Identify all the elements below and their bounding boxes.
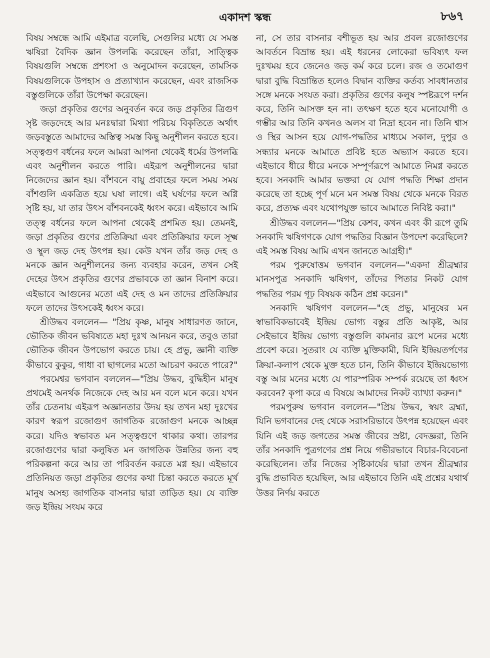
paragraph: না, সে তার বাসনার বশীভূত হয় আর প্রবল রজোগুণের আবর্তনে বিভ্রান্ত হয়। এই ধরনের লোকেরা ভবিষ্যৎ ফল দুঃখময় হবে জেনেও জড় কর্ম করে চলে। রজ ও তমোগুণ দ্বারা বুদ্ধি বিভ্রান্তিত হলেও বিদ্বান ব্যক্তির কর্তব্য সাবধানতার সঙ্গে মনকে সংযত করা। প্রকৃতির গুণের কলুষ স্পষ্টরূপে দর্শন করে, তিনি আসক্ত হন না। তৎক্ষণ হতে হবে মনোযোগী ও গম্ভীর আর তিনি কখনও অলস বা নিদ্রা হবেন না। তিনি শ্বাস ও স্থির আসন হয়ে যোগ-পদ্ধতির মাধ্যমে সকাল, দুপুর ও সন্ধ্যার মনকে আমাতে প্রবিষ্ট হতে অভ্যাস করতে হবে। এইভাবে ধীরে ধীরে মনকে সম্পূর্ণরূপে আমাতে নিমগ্ন করতে হবে। সনকাদি আমার ভক্তরা যে যোগ পদ্ধতি শিক্ষা প্রদান করেছে তা হচ্ছে পূর্ণ মনে মন সমস্ত বিষয় থেকে মনকে বিরত করে, প্রত্যক্ষ এবং যথোপযুক্ত ভাবে আমাতে নিবিষ্ট করা।" [256, 34, 468, 215]
paragraph: জড়া প্রকৃতির গুণের অনুবর্তন করে জড় প্রকৃতির ত্রিগুণ সৃষ্ট জড়দেহে আর মনঃদ্বারা মিথ্যা পরিচয় বিকৃতিতে অর্থাৎ জড়বস্তুতে আমাদের অস্তিত্ব সমস্ত কিছু অনুশীলন করতে হবে। সত্ত্বগুণ বর্ধনের ফলে আমরা আপনা থেকেই ধর্মের উপলব্ধি এবং অনুশীলন করতে পারি। এইরূপ অনুশীলনের দ্বারা নিজেদের জ্ঞান হয়। বাঁশবনে বায়ু প্রবাহের ফলে সময় সময় বাঁশগুলি একত্রিত হয়ে ঘষা লাগে। এই ঘর্ষণের ফলে অগ্নি সৃষ্টি হয়, যা তার উৎস বাঁশবনকেই ধ্বংস করে। এইভাবে আমি তত্ত্ব বর্ধনের ফলে আপনা থেকেই প্রশমিত হয়। তেমনই, জড়া প্রকৃতির গুণের প্রতিক্রিয়া এবং প্রতিক্রিয়ার ফলে সূক্ষ্ম ও স্থূল জড় দেহ উৎপন্ন হয়। কেউ যখন তাঁর জড় দেহ ও মনকে জ্ঞান অনুশীলনের জন্য ব্যবহার করেন, তখন সেই দেহের উৎস প্রকৃতির গুণের প্রভাবকে তা জ্ঞান বিনাশ করে। এইভাবে আগুনের মতো এই দেহ ও মন তাদের প্রতিক্রিয়ার ফলে তাদের উৎসকেই ধ্বংস করে। [26, 105, 238, 314]
left-column [26, 32, 238, 515]
chapter-title: একাদশ স্কন্ধ [218, 11, 271, 24]
paragraph: শ্রীউদ্ধব বললেন—"প্রিয় কেশব, কখন এবং কী রূপে তুমি সনকাদি ঋষিগণকে যোগ পদ্ধতির বিজ্ঞান উপদেশ করেছিলে? এই সমস্ত বিষয় আমি এখন জানতে আগ্রহী।" [256, 218, 468, 258]
paragraph: পরম পুরুষোত্তম ভগবান বললেন—"একদা শ্রীব্রহ্মার মানসপুত্র সনকাদি ঋষিগণ, তাঁদের পিতার নিকট যোগ পদ্ধতির পরম গূঢ় বিষয়ক কঠিন প্রশ্ন করেন।" [256, 261, 468, 300]
paragraph: শ্রীউদ্ধব বললেন— "প্রিয় কৃষ্ণ, মানুষ সাধারণত জানে, ভৌতিক জীবন ভবিষ্যতে মহা দুঃখ আনয়ন করে, তবুও তারা ভৌতিক জীবন উপভোগ করতে চায়। হে প্রভু, জ্ঞানী ব্যক্তি কীভাবে কুকুর, গাধা বা ছাগলের মতো আচরণ করতে পারে?" [26, 318, 238, 371]
paragraph: বিষয় সম্বন্ধে আমি এইমাত্র বলেছি, সেগুলির মধ্যে যে সমস্ত ঋষিরা বৈদিক জ্ঞান উপলব্ধি করেছেন তাঁরা, সাত্ত্বিক বিষয়গুলি সম্বন্ধে প্রশংসা ও অনুমোদন করেছেন, তামসিক বিষয়গুলিকে উপহাস ও প্রত্যাখ্যান করেছেন, এবং রাজসিক বস্তুগুলিকে তাঁরা উপেক্ষা করেছেন। [26, 34, 238, 101]
paragraph: সনকাদি ঋষিগণ বললেন—"হে প্রভু, মানুষের মন স্বাভাবিকভাবেই ইন্দ্রিয় ভোগ্য বস্তুর প্রতি আকৃষ্ট, আর সেইভাবে ইন্দ্রিয় ভোগ্য বস্তুগুলি কামনার রূপে মনের মধ্যে প্রবেশ করে। সুতরাং যে ব্যক্তি মুক্তিকামী, যিনি ইন্দ্রিয়তর্পণের ক্রিয়া-কলাপ থেকে মুক্ত হতে চান, তিনি কীভাবে ইন্দ্রিয়ভোগ্য বস্তু আর মনের মধ্যে যে পারস্পরিক সম্পর্ক রয়েছে তা ধ্বংস করবেন? কৃপা করে এ বিষয়ে আমাদের নিকট ব্যাখ্যা করুন।" [256, 303, 468, 400]
running-header [0, 8, 490, 24]
page-number: ৮৬৭ [440, 9, 464, 23]
right-column [256, 32, 468, 501]
paragraph: পরমপুরুষ ভগবান বললেন—"প্রিয় উদ্ধব, স্বয়ং ব্রহ্মা, যিনি ভগবানের দেহ থেকে সরাসরিভাবে উৎপন্ন হয়েছেন এবং যিনি এই জড় জগতের সমস্ত জীবের স্রষ্টা, বেদজ্ঞরা, তিনি তাঁর সনকাদি পুত্রগণের প্রশ্ন নিয়ে গভীরভাবে বিচার-বিবেচনা করেছিলেন। তাঁর নিজের সৃষ্টিকার্যের দ্বারা তখন শ্রীব্রহ্মার বুদ্ধি প্রভাবিত হয়েছিল, আর এইভাবে তিনি এই প্রশ্নের যথার্থ উত্তর নির্ণয় করতে [256, 403, 468, 499]
paragraph: পরমেশ্বর ভগবান বললেন—"প্রিয় উদ্ধব, বুদ্ধিহীন মানুষ প্রথমেই অনর্থক নিজেকে দেহ আর মন বলে মনে করে। যখন তাঁর চেতনায় এইরূপ অজ্ঞানতার উদয় হয় তখন মহা দুঃখের কারণ স্বরূপ রজোগুণ জাগতিক রজোগুণ মনকে আচ্ছন্ন করে। যদিও স্বভাবত মন সত্ত্বগুণে থাকার কথা। তারপর রজোগুণের দ্বারা কলুষিত মন জাগতিক উন্নতির জন্য বহু পরিকল্পনা করে আর তা পরিবর্তন করতে মগ্ন হয়। এইভাবে প্রতিনিয়ত জড়া প্রকৃতির গুণের কথা চিন্তা করতে করতে মূর্খ মানুষ অসহ্য জাগতিক বাসনার দ্বারা তাড়িত হয়। যে ব্যক্তি জড় ইন্দ্রিয় সংযম করে [26, 374, 238, 513]
